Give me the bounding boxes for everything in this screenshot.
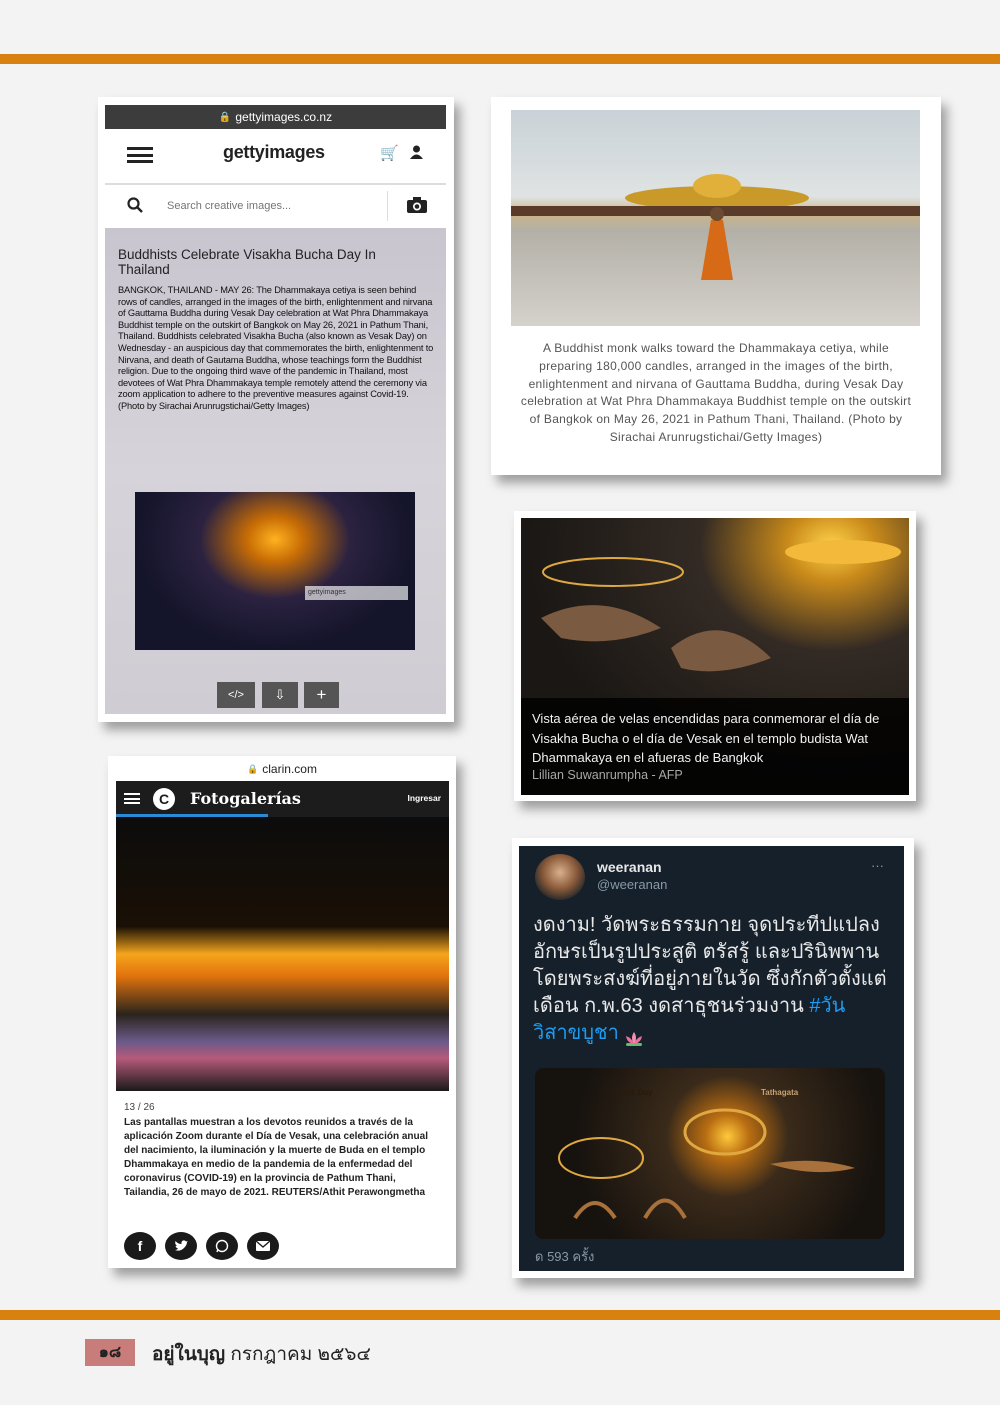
clarin-screenshot-card — [108, 756, 456, 1268]
search-icon[interactable] — [127, 197, 143, 218]
url-text: gettyimages.co.nz — [235, 110, 333, 124]
page-number-box — [85, 1339, 135, 1366]
url-text: clarin.com — [262, 762, 317, 776]
more-options-icon[interactable]: ··· — [871, 858, 884, 873]
slide-counter: 13 / 26 — [124, 1102, 155, 1113]
divider — [387, 191, 388, 221]
getty-article — [105, 228, 446, 714]
views-row — [535, 1246, 594, 1267]
image-label-right: Tathagata — [761, 1088, 799, 1097]
camera-icon[interactable] — [407, 197, 427, 218]
article-title: Buddhists Celebrate Visakha Bucha Day In Thailand — [118, 247, 376, 277]
twitter-icon[interactable] — [165, 1232, 197, 1260]
tweet-author-name[interactable]: weeranan — [597, 859, 662, 875]
clarin-url-bar[interactable] — [108, 760, 456, 778]
account-icon[interactable] — [410, 145, 423, 164]
add-button[interactable]: + — [304, 682, 339, 708]
whatsapp-icon[interactable] — [206, 1232, 238, 1260]
top-accent-bar — [0, 54, 1000, 64]
avatar[interactable] — [535, 854, 585, 900]
views-icon: ด — [535, 1249, 544, 1264]
share-buttons — [124, 1232, 284, 1260]
lotus-emoji-icon — [624, 1027, 644, 1041]
magazine-name: อยู่ในบุญ — [152, 1344, 226, 1365]
hamburger-menu-icon[interactable] — [127, 147, 153, 163]
lock-icon: 🔒 — [218, 111, 232, 123]
getty-header — [105, 129, 446, 185]
action-buttons — [217, 682, 339, 710]
tweet-text-block — [533, 912, 893, 1047]
clarin-caption: Las pantallas muestran a los devotos reunidos a través de la aplicación Zoom durante el Día de Vesak, una celebración anual del nacimiento, la iluminación y la muerte de Buda en el templo Dhammakaya en medio de la pandemia de la enfermedad del coronavirus (COVID-19) en la provincia de Pathum Thani, Tailandia, 26 de mayo de 2021. REUTERS/Athit Perawongmetha — [124, 1117, 428, 1198]
getty-search-row — [105, 185, 446, 227]
clarin-logo-icon[interactable]: C — [153, 788, 175, 810]
section-title: Fotogalerías — [190, 789, 301, 808]
clarin-header — [116, 781, 449, 817]
save-to-board-button[interactable]: ⇩ — [262, 682, 298, 708]
tweet-card — [512, 838, 914, 1278]
image-label-left: Vesak Day — [613, 1088, 653, 1097]
monk-photo — [511, 110, 920, 326]
monk-caption: A Buddhist monk walks toward the Dhammakaya cetiya, while preparing 180,000 candles, arranged in the images of the birth, enlightenment and nirvana of Gauttama Buddha, during Vesak Day celebration at Wat Phra Dhammakaya Buddhist temple on the outskirt of Bangkok on May 26, 2021 in Pathum Thani, Thailand. (Photo by Sirachai Arunrugstichai/Getty Images) — [520, 341, 912, 444]
article-photo[interactable] — [135, 492, 415, 650]
tweet-author-handle[interactable]: @weeranan — [597, 877, 668, 892]
email-icon[interactable] — [247, 1232, 279, 1260]
afp-caption-overlay — [521, 698, 909, 795]
monk-photo-card — [491, 97, 941, 475]
candle-patterns — [521, 518, 909, 698]
getty-screenshot-card — [98, 97, 454, 722]
candle-circle-pattern — [535, 1068, 885, 1239]
candles-photo — [521, 518, 909, 795]
afp-credit: Lillian Suwanrumpha - AFP — [532, 768, 683, 782]
tweet-hashtag[interactable]: #วันวิสาขบูชา — [533, 995, 846, 1044]
article-body: BANGKOK, THAILAND - MAY 26: The Dhammakaya cetiya is seen behind rows of candles, arranged in the images of the birth, enlightenment and nirvana of Gauttama Buddha during Vesak Day celebration at Wat Phra Dhammakaya Buddhist temple on the outskirt of Bangkok on May 26, 2021 in Pathum Thani, Thailand. Buddhists celebrated Visakha Bucha (also known as Vesak Day) on Wednesday - an auspicious day that commemorates the birth, enlightenment to Nirvana, and death of Gautama Buddha, whose teachings form the Buddhist religion. Due to the ongoing third wave of the pandemic in Thailand, most devotees of Wat Phra Dhammakaya temple remotely attend the ceremony via zoom application to adhere to the preventive measures against Covid-19. (Photo by Sirachai Arunrugstichai/Getty Images) — [118, 285, 434, 411]
cart-icon[interactable]: 🛒 — [380, 145, 399, 162]
afp-caption: Vista aérea de velas encendidas para conmemorar el día de Visakha Bucha o el día de Vesak en el templo budista Wat Dhammakaya en el afueras de Bangkok — [532, 711, 880, 765]
lock-icon: 🔒 — [247, 763, 259, 774]
tweet-body — [519, 846, 904, 1271]
issue-date: กรกฎาคม ๒๕๖๔ — [230, 1344, 371, 1365]
tweet-image[interactable] — [535, 1068, 885, 1239]
bottom-accent-bar — [0, 1310, 1000, 1320]
clarin-photo[interactable] — [116, 817, 449, 1091]
login-link[interactable]: Ingresar — [407, 793, 441, 803]
afp-photo-card — [514, 511, 916, 801]
hamburger-menu-icon[interactable] — [124, 793, 140, 804]
footer-title — [152, 1339, 371, 1369]
getty-logo[interactable]: gettyimages — [223, 142, 325, 162]
views-count: 593 ครั้ง — [547, 1249, 595, 1264]
facebook-icon[interactable]: f — [124, 1232, 156, 1260]
photo-watermark: gettyimages — [305, 586, 408, 600]
embed-button[interactable]: </> — [217, 682, 255, 708]
monk-figure — [511, 110, 920, 326]
browser-url-bar[interactable] — [105, 105, 446, 129]
tweet-text: งดงาม! วัดพระธรรมกาย จุดประทีปแปลงอักษรเป็นรูปประสูติ ตรัสรู้ และปรินิพพาน โดยพระสงฆ์ที่อยู่ภายในวัด ซึ่งกักตัวตั้งแต่เดือน ก.พ.63 งดสาธุชนร่วมงาน — [533, 914, 887, 1017]
search-input[interactable] — [165, 194, 379, 218]
page-number: ๑๘ — [98, 1344, 122, 1361]
